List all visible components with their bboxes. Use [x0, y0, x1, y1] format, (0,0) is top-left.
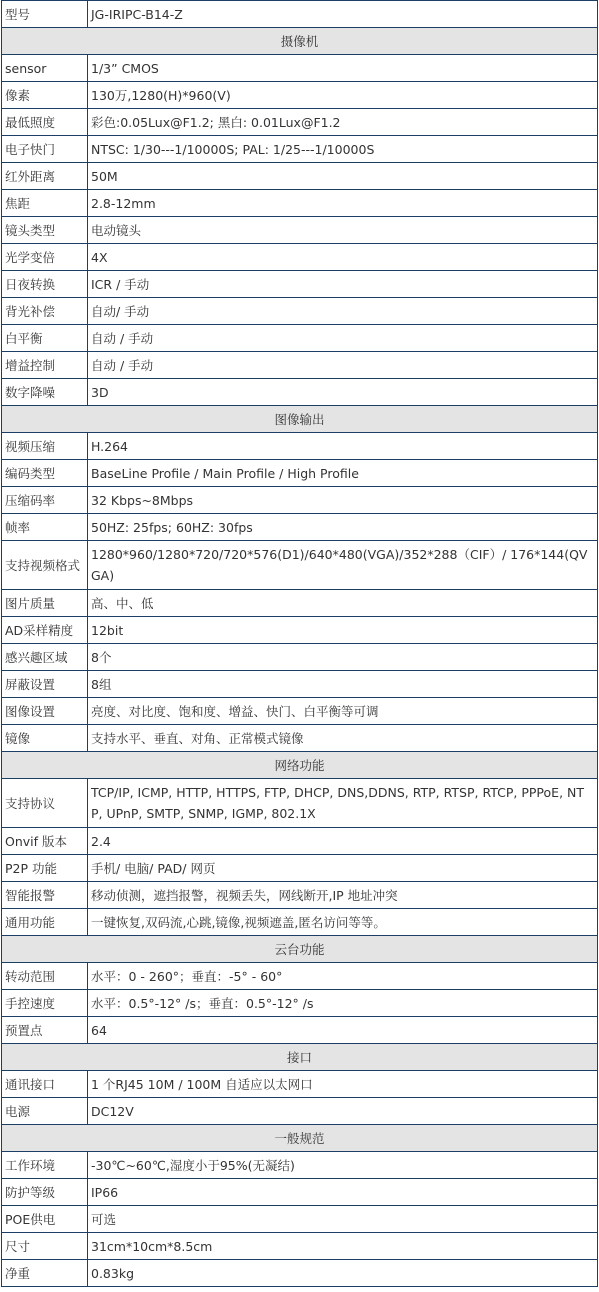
- spec-row: [2, 298, 598, 325]
- spec-row: [2, 433, 598, 460]
- spec-label: 型号: [2, 1, 88, 28]
- section-header-row: [2, 1044, 598, 1071]
- spec-row: [2, 882, 598, 909]
- spec-label: 防护等级: [2, 1179, 88, 1206]
- spec-label: 镜头类型: [2, 217, 88, 244]
- spec-row: [2, 779, 598, 828]
- spec-row: [2, 1206, 598, 1233]
- spec-value: BaseLine Profile / Main Profile / High Profile: [88, 460, 598, 487]
- spec-row: [2, 828, 598, 855]
- spec-label: 白平衡: [2, 325, 88, 352]
- spec-label: 光学变倍: [2, 244, 88, 271]
- spec-value: 50M: [88, 163, 598, 190]
- spec-row: [2, 82, 598, 109]
- section-title: 云台功能: [2, 936, 598, 963]
- spec-row: [2, 352, 598, 379]
- spec-value: DC12V: [88, 1098, 598, 1125]
- spec-label: 净重: [2, 1260, 88, 1287]
- spec-value: JG-IRIPC-B14-Z: [88, 1, 598, 28]
- spec-label: 手控速度: [2, 990, 88, 1017]
- spec-value: TCP/IP, ICMP, HTTP, HTTPS, FTP, DHCP, DNS,DDNS, RTP, RTSP, RTCP, PPPoE, NTP, UPnP, SMTP, SNMP, IGMP, 802.1X: [88, 779, 598, 828]
- spec-label: 尺寸: [2, 1233, 88, 1260]
- spec-value: H.264: [88, 433, 598, 460]
- section-title: 网络功能: [2, 752, 598, 779]
- spec-label: 数字降噪: [2, 379, 88, 406]
- spec-row: [2, 1179, 598, 1206]
- spec-label: 编码类型: [2, 460, 88, 487]
- spec-row: [2, 109, 598, 136]
- spec-value: ICR / 手动: [88, 271, 598, 298]
- spec-value: 2.8-12mm: [88, 190, 598, 217]
- spec-label: 通用功能: [2, 909, 88, 936]
- spec-row: [2, 617, 598, 644]
- spec-table-body: [2, 1, 598, 1287]
- spec-row: [2, 725, 598, 752]
- spec-table: [1, 0, 598, 1287]
- spec-row: [2, 1260, 598, 1287]
- spec-value: 1/3” CMOS: [88, 55, 598, 82]
- spec-row: [2, 1233, 598, 1260]
- spec-label: AD采样精度: [2, 617, 88, 644]
- spec-row: [2, 271, 598, 298]
- spec-row: [2, 163, 598, 190]
- section-header-row: [2, 1125, 598, 1152]
- spec-value: 移动侦测，遮挡报警，视频丢失，网线断开,IP 地址冲突: [88, 882, 598, 909]
- spec-value: 1 个RJ45 10M / 100M 自适应以太网口: [88, 1071, 598, 1098]
- spec-label: 帧率: [2, 514, 88, 541]
- spec-row: [2, 190, 598, 217]
- section-header-row: [2, 936, 598, 963]
- spec-label: 工作环境: [2, 1152, 88, 1179]
- spec-label: 增益控制: [2, 352, 88, 379]
- spec-row: [2, 1, 598, 28]
- spec-label: sensor: [2, 55, 88, 82]
- spec-label: POE供电: [2, 1206, 88, 1233]
- spec-label: 最低照度: [2, 109, 88, 136]
- section-header-row: [2, 752, 598, 779]
- spec-label: 支持视频格式: [2, 541, 88, 590]
- spec-label: 红外距离: [2, 163, 88, 190]
- spec-value: 0.83kg: [88, 1260, 598, 1287]
- spec-row: [2, 1098, 598, 1125]
- spec-value: 自动 / 手动: [88, 352, 598, 379]
- section-title: 一般规范: [2, 1125, 598, 1152]
- spec-row: [2, 855, 598, 882]
- spec-value: NTSC: 1/30---1/10000S; PAL: 1/25---1/10000S: [88, 136, 598, 163]
- spec-label: 屏蔽设置: [2, 671, 88, 698]
- spec-value: 高、中、低: [88, 590, 598, 617]
- spec-label: 支持协议: [2, 779, 88, 828]
- spec-row: [2, 136, 598, 163]
- spec-value: 电动镜头: [88, 217, 598, 244]
- spec-label: 压缩码率: [2, 487, 88, 514]
- spec-value: 31cm*10cm*8.5cm: [88, 1233, 598, 1260]
- spec-label: 转动范围: [2, 963, 88, 990]
- spec-value: 12bit: [88, 617, 598, 644]
- spec-row: [2, 541, 598, 590]
- spec-value: 支持水平、垂直、对角、正常模式镜像: [88, 725, 598, 752]
- spec-value: 水平：0.5°-12° /s；垂直：0.5°-12° /s: [88, 990, 598, 1017]
- spec-row: [2, 644, 598, 671]
- spec-label: 电源: [2, 1098, 88, 1125]
- spec-value: 8组: [88, 671, 598, 698]
- spec-value: 130万,1280(H)*960(V): [88, 82, 598, 109]
- spec-label: 日夜转换: [2, 271, 88, 298]
- spec-value: IP66: [88, 1179, 598, 1206]
- spec-row: [2, 1017, 598, 1044]
- spec-label: 背光补偿: [2, 298, 88, 325]
- spec-value: 水平：0 - 260°；垂直：-5° - 60°: [88, 963, 598, 990]
- section-title: 接口: [2, 1044, 598, 1071]
- spec-label: 图像设置: [2, 698, 88, 725]
- spec-value: 1280*960/1280*720/720*576(D1)/640*480(VGA)/352*288（CIF）/ 176*144(QVGA): [88, 541, 598, 590]
- spec-row: [2, 217, 598, 244]
- spec-row: [2, 671, 598, 698]
- spec-label: 预置点: [2, 1017, 88, 1044]
- spec-row: [2, 909, 598, 936]
- spec-row: [2, 514, 598, 541]
- spec-value: 自动 / 手动: [88, 325, 598, 352]
- spec-row: [2, 379, 598, 406]
- spec-row: [2, 244, 598, 271]
- spec-value: 2.4: [88, 828, 598, 855]
- spec-value: 32 Kbps~8Mbps: [88, 487, 598, 514]
- spec-row: [2, 963, 598, 990]
- spec-value: -30℃~60℃,湿度小于95%(无凝结): [88, 1152, 598, 1179]
- spec-label: 图片质量: [2, 590, 88, 617]
- spec-value: 彩色:0.05Lux@F1.2; 黑白: 0.01Lux@F1.2: [88, 109, 598, 136]
- spec-row: [2, 55, 598, 82]
- spec-value: 自动/ 手动: [88, 298, 598, 325]
- spec-value: 手机/ 电脑/ PAD/ 网页: [88, 855, 598, 882]
- spec-label: 电子快门: [2, 136, 88, 163]
- section-title: 图像输出: [2, 406, 598, 433]
- spec-value: 64: [88, 1017, 598, 1044]
- section-title: 摄像机: [2, 28, 598, 55]
- spec-row: [2, 990, 598, 1017]
- spec-row: [2, 487, 598, 514]
- spec-label: P2P 功能: [2, 855, 88, 882]
- spec-label: 通讯接口: [2, 1071, 88, 1098]
- spec-label: 像素: [2, 82, 88, 109]
- section-header-row: [2, 406, 598, 433]
- spec-row: [2, 1152, 598, 1179]
- spec-row: [2, 325, 598, 352]
- spec-row: [2, 460, 598, 487]
- spec-label: 感兴趣区域: [2, 644, 88, 671]
- spec-value: 一键恢复,双码流,心跳,镜像,视频遮盖,匿名访问等等。: [88, 909, 598, 936]
- section-header-row: [2, 28, 598, 55]
- spec-value: 可选: [88, 1206, 598, 1233]
- spec-value: 4X: [88, 244, 598, 271]
- spec-label: 视频压缩: [2, 433, 88, 460]
- spec-row: [2, 590, 598, 617]
- spec-row: [2, 698, 598, 725]
- spec-value: 50HZ: 25fps; 60HZ: 30fps: [88, 514, 598, 541]
- spec-label: 焦距: [2, 190, 88, 217]
- spec-row: [2, 1071, 598, 1098]
- spec-label: Onvif 版本: [2, 828, 88, 855]
- spec-value: 3D: [88, 379, 598, 406]
- spec-value: 亮度、对比度、饱和度、增益、快门、白平衡等可调: [88, 698, 598, 725]
- spec-value: 8个: [88, 644, 598, 671]
- spec-label: 智能报警: [2, 882, 88, 909]
- spec-label: 镜像: [2, 725, 88, 752]
